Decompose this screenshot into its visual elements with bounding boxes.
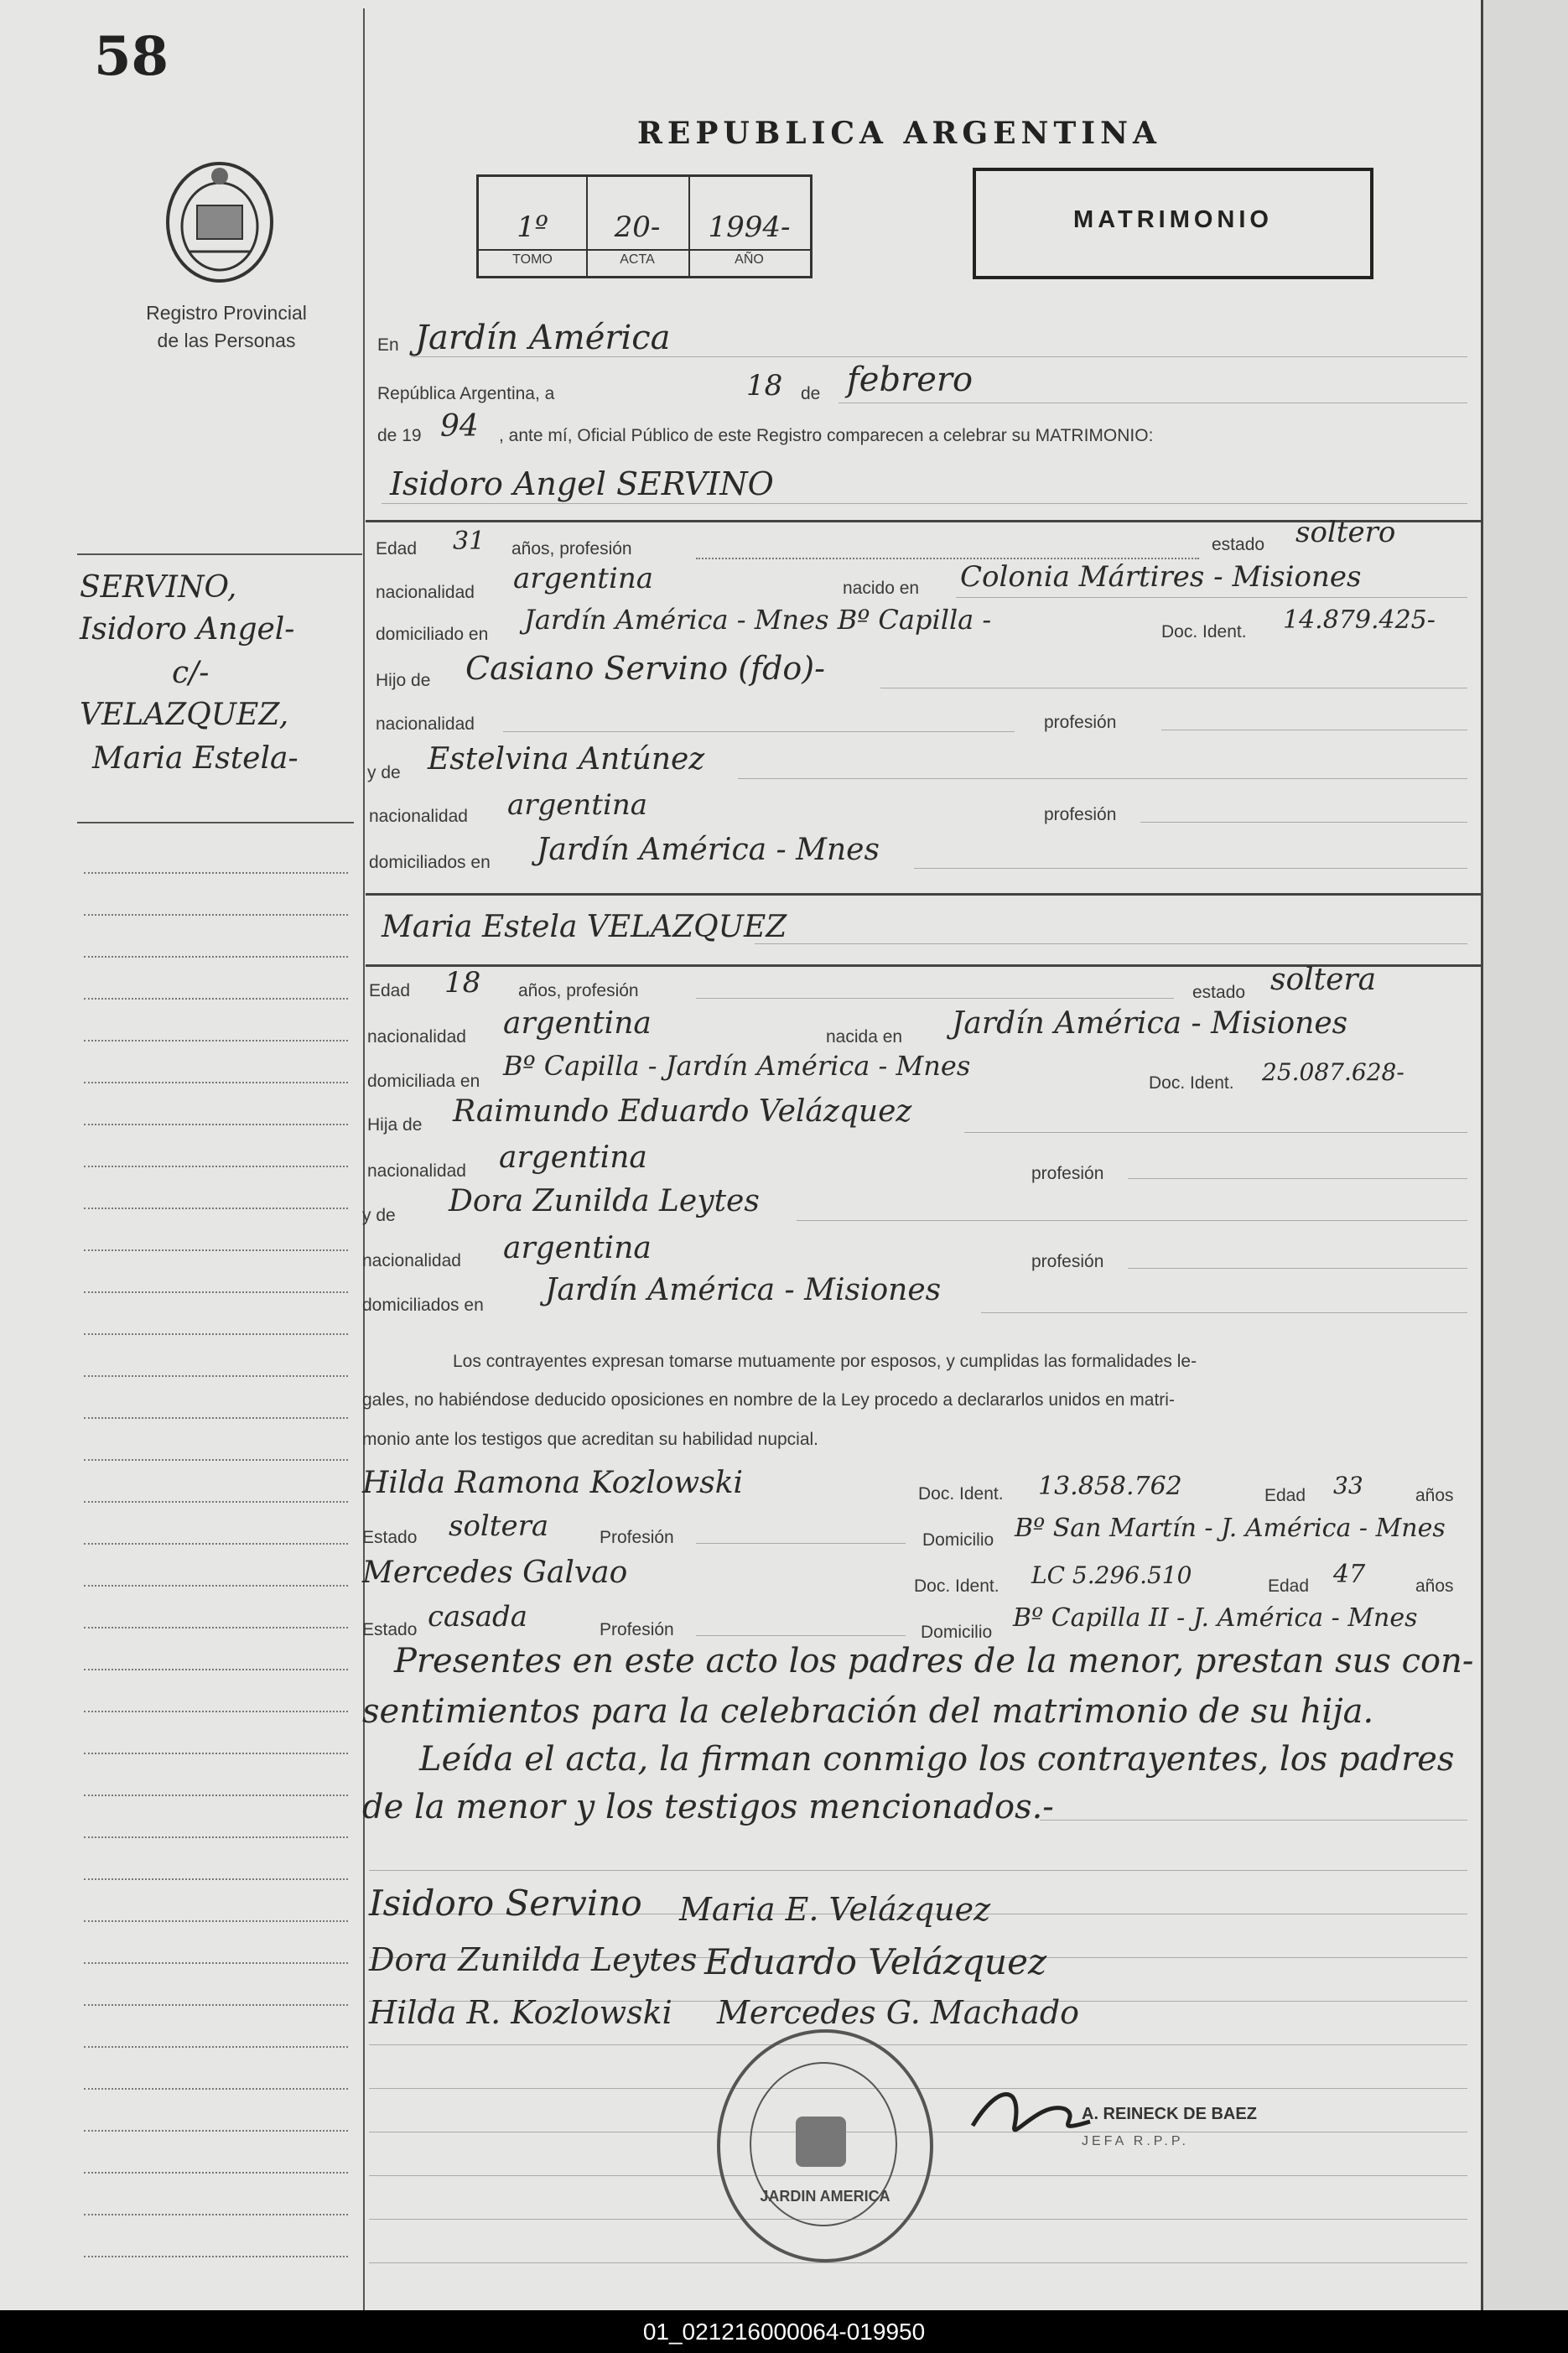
- margin-rule-line: [84, 1711, 348, 1712]
- witness1-domicilio: Bº San Martín - J. América - Mnes: [1015, 1514, 1446, 1543]
- bride-yde-label: y de: [362, 1206, 396, 1225]
- margin-note-line2: Isidoro Angel-: [80, 612, 295, 647]
- registry-line2: de las Personas: [157, 330, 296, 351]
- witness1-dom-label: Domicilio: [922, 1530, 994, 1550]
- bride-domicilio: Bº Capilla - Jardín América - Mnes: [503, 1050, 971, 1082]
- signature-6: Mercedes G. Machado: [717, 1994, 1080, 2031]
- act-type: MATRIMONIO: [1073, 206, 1273, 233]
- witness1-doc-label: Doc. Ident.: [918, 1484, 1004, 1504]
- signature-1: Isidoro Servino: [369, 1883, 642, 1924]
- witness1-doc: 13.858.762: [1038, 1472, 1182, 1501]
- margin-note-bottom-rule: [77, 822, 354, 823]
- margin-rule-line: [84, 2130, 348, 2132]
- margin-rule-line: [84, 914, 348, 916]
- notes-line4: de la menor y los testigos mencionados.-: [362, 1788, 1054, 1826]
- country-title: REPUBLICA ARGENTINA: [637, 116, 1161, 151]
- margin-rule-line: [84, 2172, 348, 2174]
- groom-madre-nac: argentina: [507, 788, 648, 822]
- witness1-anos-label: años: [1415, 1486, 1454, 1505]
- left-margin-rule: [363, 8, 365, 2310]
- official-signature-icon: [964, 2075, 1098, 2151]
- official-stamp-name: A. REINECK DE BAEZ: [1082, 2105, 1257, 2123]
- bride-padre-prof-label: profesión: [1031, 1164, 1104, 1183]
- bride-padre-nac: argentina: [499, 1140, 647, 1175]
- witness2-prof-label: Profesión: [600, 1620, 674, 1639]
- groom-nacionalidad: argentina: [513, 562, 654, 595]
- republica-label: República Argentina, a: [377, 384, 555, 403]
- footer-id: 01_021216000064-019950: [0, 2310, 1568, 2353]
- groom-padre: Casiano Servino (fdo)-: [465, 650, 825, 687]
- margin-rule-line: [84, 1669, 348, 1670]
- groom-hijo-label: Hijo de: [376, 671, 431, 690]
- bride-madre: Dora Zunilda Leytes: [449, 1184, 760, 1218]
- witness2-dom-label: Domicilio: [921, 1623, 993, 1642]
- groom-anos-label: años, profesión: [511, 539, 632, 558]
- margin-rule-line: [84, 2214, 348, 2215]
- seal-text: JARDIN AMERICA: [760, 2188, 890, 2205]
- witness2-doc: LC 5.296.510: [1031, 1561, 1192, 1589]
- witness2-edad: 47: [1333, 1560, 1366, 1589]
- signature-rule-line: [369, 2219, 1467, 2220]
- ano-value: 1994-: [708, 210, 791, 244]
- groom-domicilio-label: domiciliado en: [376, 625, 489, 644]
- notes-line1: Presentes en este acto los padres de la menor, prestan sus con-: [394, 1642, 1474, 1680]
- signature-rule-line: [369, 2262, 1467, 2263]
- groom-nacionalidad-label: nacionalidad: [376, 583, 475, 602]
- bride-doc: 25.087.628-: [1262, 1058, 1404, 1086]
- groom-estado: soltero: [1295, 516, 1396, 549]
- margin-rule-line: [84, 1417, 348, 1419]
- witness2-estado-label: Estado: [362, 1620, 418, 1639]
- coat-of-arms-icon: [164, 159, 277, 285]
- margin-rule-line: [84, 1627, 348, 1628]
- witness1-edad-label: Edad: [1264, 1486, 1306, 1505]
- ante-text: , ante mí, Oficial Público de este Registro comparecen a celebrar su MATRIMONIO:: [499, 426, 1154, 445]
- bride-padres-dom: Jardín América - Misiones: [545, 1273, 942, 1307]
- margin-rule-line: [84, 998, 348, 1000]
- groom-doc-label: Doc. Ident.: [1161, 622, 1247, 641]
- acta-box: [476, 174, 813, 278]
- groom-doc: 14.879.425-: [1283, 605, 1436, 635]
- ano-label: AÑO: [735, 252, 764, 267]
- margin-rule-line: [84, 1543, 348, 1545]
- signature-3: Dora Zunilda Leytes: [369, 1941, 698, 1978]
- year-suffix: 94: [440, 409, 479, 444]
- bride-domicilio-label: domiciliada en: [367, 1072, 480, 1091]
- year-prefix: de 19: [377, 426, 422, 445]
- signature-2: Maria E. Velázquez: [679, 1891, 991, 1928]
- margin-rule-line: [84, 1878, 348, 1880]
- bride-padre-nac-label: nacionalidad: [367, 1161, 466, 1181]
- margin-rule-line: [84, 2088, 348, 2090]
- margin-rule-line: [84, 1166, 348, 1167]
- bride-nacida: Jardín América - Misiones: [952, 1006, 1348, 1041]
- witness1-estado: soltera: [449, 1509, 549, 1543]
- margin-rule-line: [84, 2256, 348, 2257]
- margin-rule-line: [84, 1082, 348, 1083]
- tomo-label: TOMO: [512, 252, 553, 267]
- groom-dom-label: domiciliados en: [369, 853, 491, 872]
- margin-note-line1: SERVINO,: [80, 570, 237, 605]
- margin-rule-line: [84, 1040, 348, 1041]
- groom-padre-nac-label: nacionalidad: [376, 714, 475, 734]
- groom-madre-nac-label: nacionalidad: [369, 807, 468, 826]
- margin-note-line3: c/-: [172, 656, 210, 690]
- groom-madre-prof-label: profesión: [1044, 805, 1117, 824]
- margin-rule-line: [84, 1795, 348, 1796]
- bride-padre: Raimundo Eduardo Velázquez: [453, 1094, 912, 1129]
- bride-madre-nac-label: nacionalidad: [362, 1251, 461, 1270]
- notes-line3: Leída el acta, la firman conmigo los contrayentes, los padres: [419, 1740, 1455, 1779]
- page-number: 58: [94, 25, 169, 88]
- signature-rule-line: [369, 2044, 1467, 2045]
- bride-anos-label: años, profesión: [518, 981, 639, 1000]
- witness2-domicilio: Bº Capilla II - J. América - Mnes: [1013, 1603, 1418, 1633]
- bride-estado: soltera: [1270, 963, 1377, 997]
- bride-estado-label: estado: [1192, 983, 1246, 1002]
- bride-madre-nac: argentina: [503, 1231, 652, 1265]
- tomo-value: 1º: [517, 210, 548, 244]
- signature-rule-line: [369, 1870, 1467, 1871]
- bride-madre-prof-label: profesión: [1031, 1252, 1104, 1271]
- margin-rule-line: [84, 872, 348, 874]
- official-stamp-title: JEFA R.P.P.: [1082, 2134, 1189, 2148]
- margin-rule-line: [84, 1753, 348, 1754]
- bride-nacionalidad-label: nacionalidad: [367, 1027, 466, 1047]
- groom-padres-dom: Jardín América - Mnes: [537, 833, 880, 867]
- formal-line1: Los contrayentes expresan tomarse mutuamente por esposos, y cumplidas las formalidades le-: [453, 1352, 1197, 1371]
- groom-domicilio: Jardín América - Mnes Bº Capilla -: [524, 604, 992, 636]
- groom-estado-label: estado: [1212, 535, 1265, 554]
- acta-value: 20-: [614, 210, 661, 244]
- groom-edad: 31: [453, 527, 485, 556]
- en-label: En: [377, 335, 399, 355]
- bride-name: Maria Estela VELAZQUEZ: [382, 910, 787, 944]
- bride-edad-label: Edad: [369, 981, 411, 1000]
- groom-nacido-label: nacido en: [843, 579, 920, 598]
- notes-line2: sentimientos para la celebración del matrimonio de su hija.: [362, 1692, 1374, 1731]
- groom-madre: Estelvina Antúnez: [428, 742, 705, 777]
- margin-rule-line: [84, 1836, 348, 1838]
- margin-rule-line: [84, 1920, 348, 1922]
- official-seal: [717, 2029, 933, 2262]
- margin-rule-line: [84, 1291, 348, 1293]
- witness1-name: Hilda Ramona Kozlowski: [362, 1466, 744, 1500]
- signature-4: Eduardo Velázquez: [704, 1941, 1047, 1982]
- act-type-box: [973, 168, 1373, 279]
- witness1-edad: 33: [1333, 1472, 1363, 1499]
- witness2-name: Mercedes Galvao: [362, 1556, 628, 1590]
- intro-place: Jardín América: [415, 319, 671, 357]
- witness1-prof-label: Profesión: [600, 1528, 674, 1547]
- margin-rule-line: [84, 1585, 348, 1587]
- witness2-anos-label: años: [1415, 1576, 1454, 1596]
- intro-month: febrero: [847, 361, 974, 399]
- acta-label: ACTA: [620, 252, 655, 267]
- margin-rule-line: [84, 1962, 348, 1964]
- groom-padre-prof-label: profesión: [1044, 713, 1117, 732]
- witness1-estado-label: Estado: [362, 1528, 418, 1547]
- bride-edad: 18: [444, 966, 481, 1000]
- margin-rule-line: [84, 2004, 348, 2006]
- margin-rule-line: [84, 1459, 348, 1461]
- signature-5: Hilda R. Kozlowski: [369, 1994, 672, 2031]
- bride-nacida-label: nacida en: [826, 1027, 903, 1047]
- groom-nacido: Colonia Mártires - Misiones: [960, 560, 1362, 594]
- witness2-edad-label: Edad: [1268, 1576, 1310, 1596]
- margin-rule-line: [84, 1249, 348, 1251]
- page-edge: [1483, 0, 1568, 2310]
- margin-note-line5: Maria Estela-: [92, 741, 299, 776]
- margin-rule-line: [84, 1501, 348, 1503]
- margin-note-line4: VELAZQUEZ,: [80, 698, 289, 732]
- margin-note-top-rule: [77, 553, 362, 555]
- margin-rule-line: [84, 1124, 348, 1125]
- bride-dom-label: domiciliados en: [362, 1296, 484, 1315]
- intro-day: 18: [746, 369, 783, 403]
- margin-rule-line: [84, 1375, 348, 1377]
- groom-edad-label: Edad: [376, 539, 418, 558]
- bride-doc-label: Doc. Ident.: [1149, 1073, 1234, 1093]
- groom-name: Isidoro Angel SERVINO: [390, 465, 774, 502]
- witness2-doc-label: Doc. Ident.: [914, 1576, 999, 1596]
- registry-line1: Registro Provincial: [146, 302, 307, 324]
- margin-rule-line: [84, 2046, 348, 2048]
- bride-hija-label: Hija de: [367, 1115, 423, 1135]
- margin-rule-line: [84, 956, 348, 958]
- margin-rule-line: [84, 1333, 348, 1335]
- witness2-estado: casada: [428, 1600, 528, 1634]
- bride-nacionalidad: argentina: [503, 1006, 652, 1041]
- bride-section-rule: [366, 893, 1481, 896]
- formal-line3: monio ante los testigos que acreditan su habilidad nupcial.: [362, 1430, 819, 1449]
- groom-yde-label: y de: [367, 763, 401, 782]
- margin-rule-line: [84, 1208, 348, 1209]
- formal-line2: gales, no habiéndose deducido oposiciones en nombre de la Ley procedo a declararlos unidos en matri-: [362, 1390, 1175, 1410]
- de-label: de: [801, 384, 821, 403]
